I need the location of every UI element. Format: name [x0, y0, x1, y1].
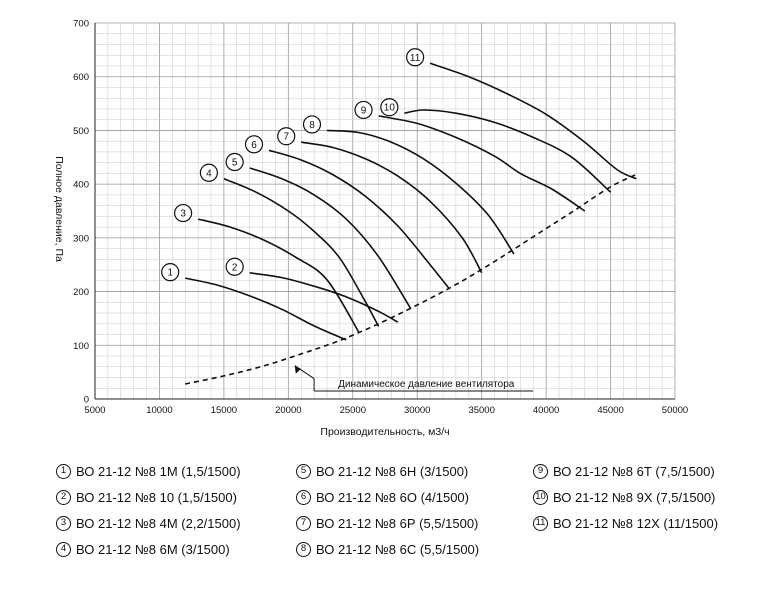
y-tick-label: 700: [73, 18, 89, 30]
legend-label-9: ВО 21-12 №8 6Т (7,5/1500): [553, 463, 715, 479]
x-tick-label: 20000: [275, 405, 302, 416]
series-curve-3: [198, 219, 359, 333]
series-badge-number-10: 10: [383, 102, 395, 114]
series-badge-number-5: 5: [231, 157, 238, 169]
legend-label-5: ВО 21-12 №8 6Н (3/1500): [316, 463, 469, 479]
legend-badge-11: 11: [533, 516, 548, 531]
legend-badge-1: 1: [56, 464, 71, 479]
series-curve-6: [269, 150, 449, 289]
legend-badge-3: 3: [56, 516, 71, 531]
series-badge-number-1: 1: [167, 267, 174, 279]
legend-item-1: [56, 462, 241, 480]
series-badge-number-7: 7: [283, 131, 290, 143]
legend-badge-4: 4: [56, 542, 71, 557]
x-axis-title: Производительность, м3/ч: [320, 426, 450, 438]
legend-badge-10: 10: [533, 490, 548, 505]
series-badge-number-3: 3: [180, 208, 186, 220]
legend-item-11: [533, 514, 718, 532]
series-curve-2: [250, 273, 398, 322]
series-badge-number-4: 4: [206, 168, 212, 180]
series-curve-1: [185, 278, 346, 340]
x-tick-label: 15000: [210, 405, 238, 416]
series-badge-number-2: 2: [231, 262, 238, 274]
x-tick-label: 10000: [146, 405, 173, 416]
x-tick-label: 30000: [404, 405, 431, 416]
legend-item-4: [56, 540, 230, 558]
legend-item-10: [533, 488, 715, 506]
legend-badge-2: 2: [56, 490, 71, 505]
legend-item-3: [56, 514, 241, 532]
dynamic-pressure-annotation: Динамическое давление вентилятора: [338, 378, 515, 390]
x-tick-label: 25000: [339, 405, 366, 416]
legend-item-8: [296, 540, 479, 558]
legend-label-3: ВО 21-12 №8 4М (2,2/1500): [76, 515, 241, 531]
series-badge-number-9: 9: [360, 105, 367, 117]
legend-label-1: ВО 21-12 №8 1М (1,5/1500): [76, 463, 241, 479]
legend-item-2: [56, 488, 237, 506]
x-tick-label: 5000: [84, 405, 106, 416]
legend-item-9: [533, 462, 715, 480]
y-axis-title: Полное давление, Па: [53, 156, 65, 262]
legend-label-2: ВО 21-12 №8 10 (1,5/1500): [76, 489, 237, 505]
x-tick-label: 50000: [661, 405, 689, 416]
dynamic-pressure-curve: [185, 175, 636, 385]
y-tick-label: 500: [73, 125, 89, 137]
legend-label-10: ВО 21-12 №8 9Х (7,5/1500): [553, 489, 716, 505]
legend-label-7: ВО 21-12 №8 6Р (5,5/1500): [316, 515, 479, 531]
legend-badge-8: 8: [296, 542, 311, 557]
x-tick-label: 45000: [597, 405, 624, 416]
y-tick-label: 200: [73, 287, 89, 299]
legend-item-7: [296, 514, 478, 532]
legend-badge-5: 5: [296, 464, 311, 479]
y-tick-label: 300: [73, 233, 89, 245]
legend-item-6: [296, 488, 469, 506]
legend-item-5: [296, 462, 468, 480]
legend-badge-9: 9: [533, 464, 548, 479]
series-badge-number-8: 8: [309, 119, 315, 131]
x-tick-label: 40000: [532, 405, 560, 416]
legend-label-8: ВО 21-12 №8 6С (5,5/1500): [316, 541, 480, 557]
legend-label-6: ВО 21-12 №8 6О (4/1500): [316, 489, 469, 505]
legend-label-11: ВО 21-12 №8 12Х (11/1500): [553, 515, 719, 531]
legend-badge-6: 6: [296, 490, 311, 505]
legend-label-4: ВО 21-12 №8 6М (3/1500): [76, 541, 230, 557]
y-tick-label: 100: [73, 340, 89, 352]
y-tick-label: 600: [73, 72, 89, 84]
series-curve-5: [250, 168, 411, 309]
y-tick-label: 400: [73, 179, 89, 191]
y-tick-label: 0: [83, 394, 89, 406]
series-badge-number-6: 6: [251, 139, 257, 151]
x-tick-label: 35000: [468, 405, 495, 416]
legend-badge-7: 7: [296, 516, 311, 531]
series-badge-number-11: 11: [409, 52, 421, 64]
